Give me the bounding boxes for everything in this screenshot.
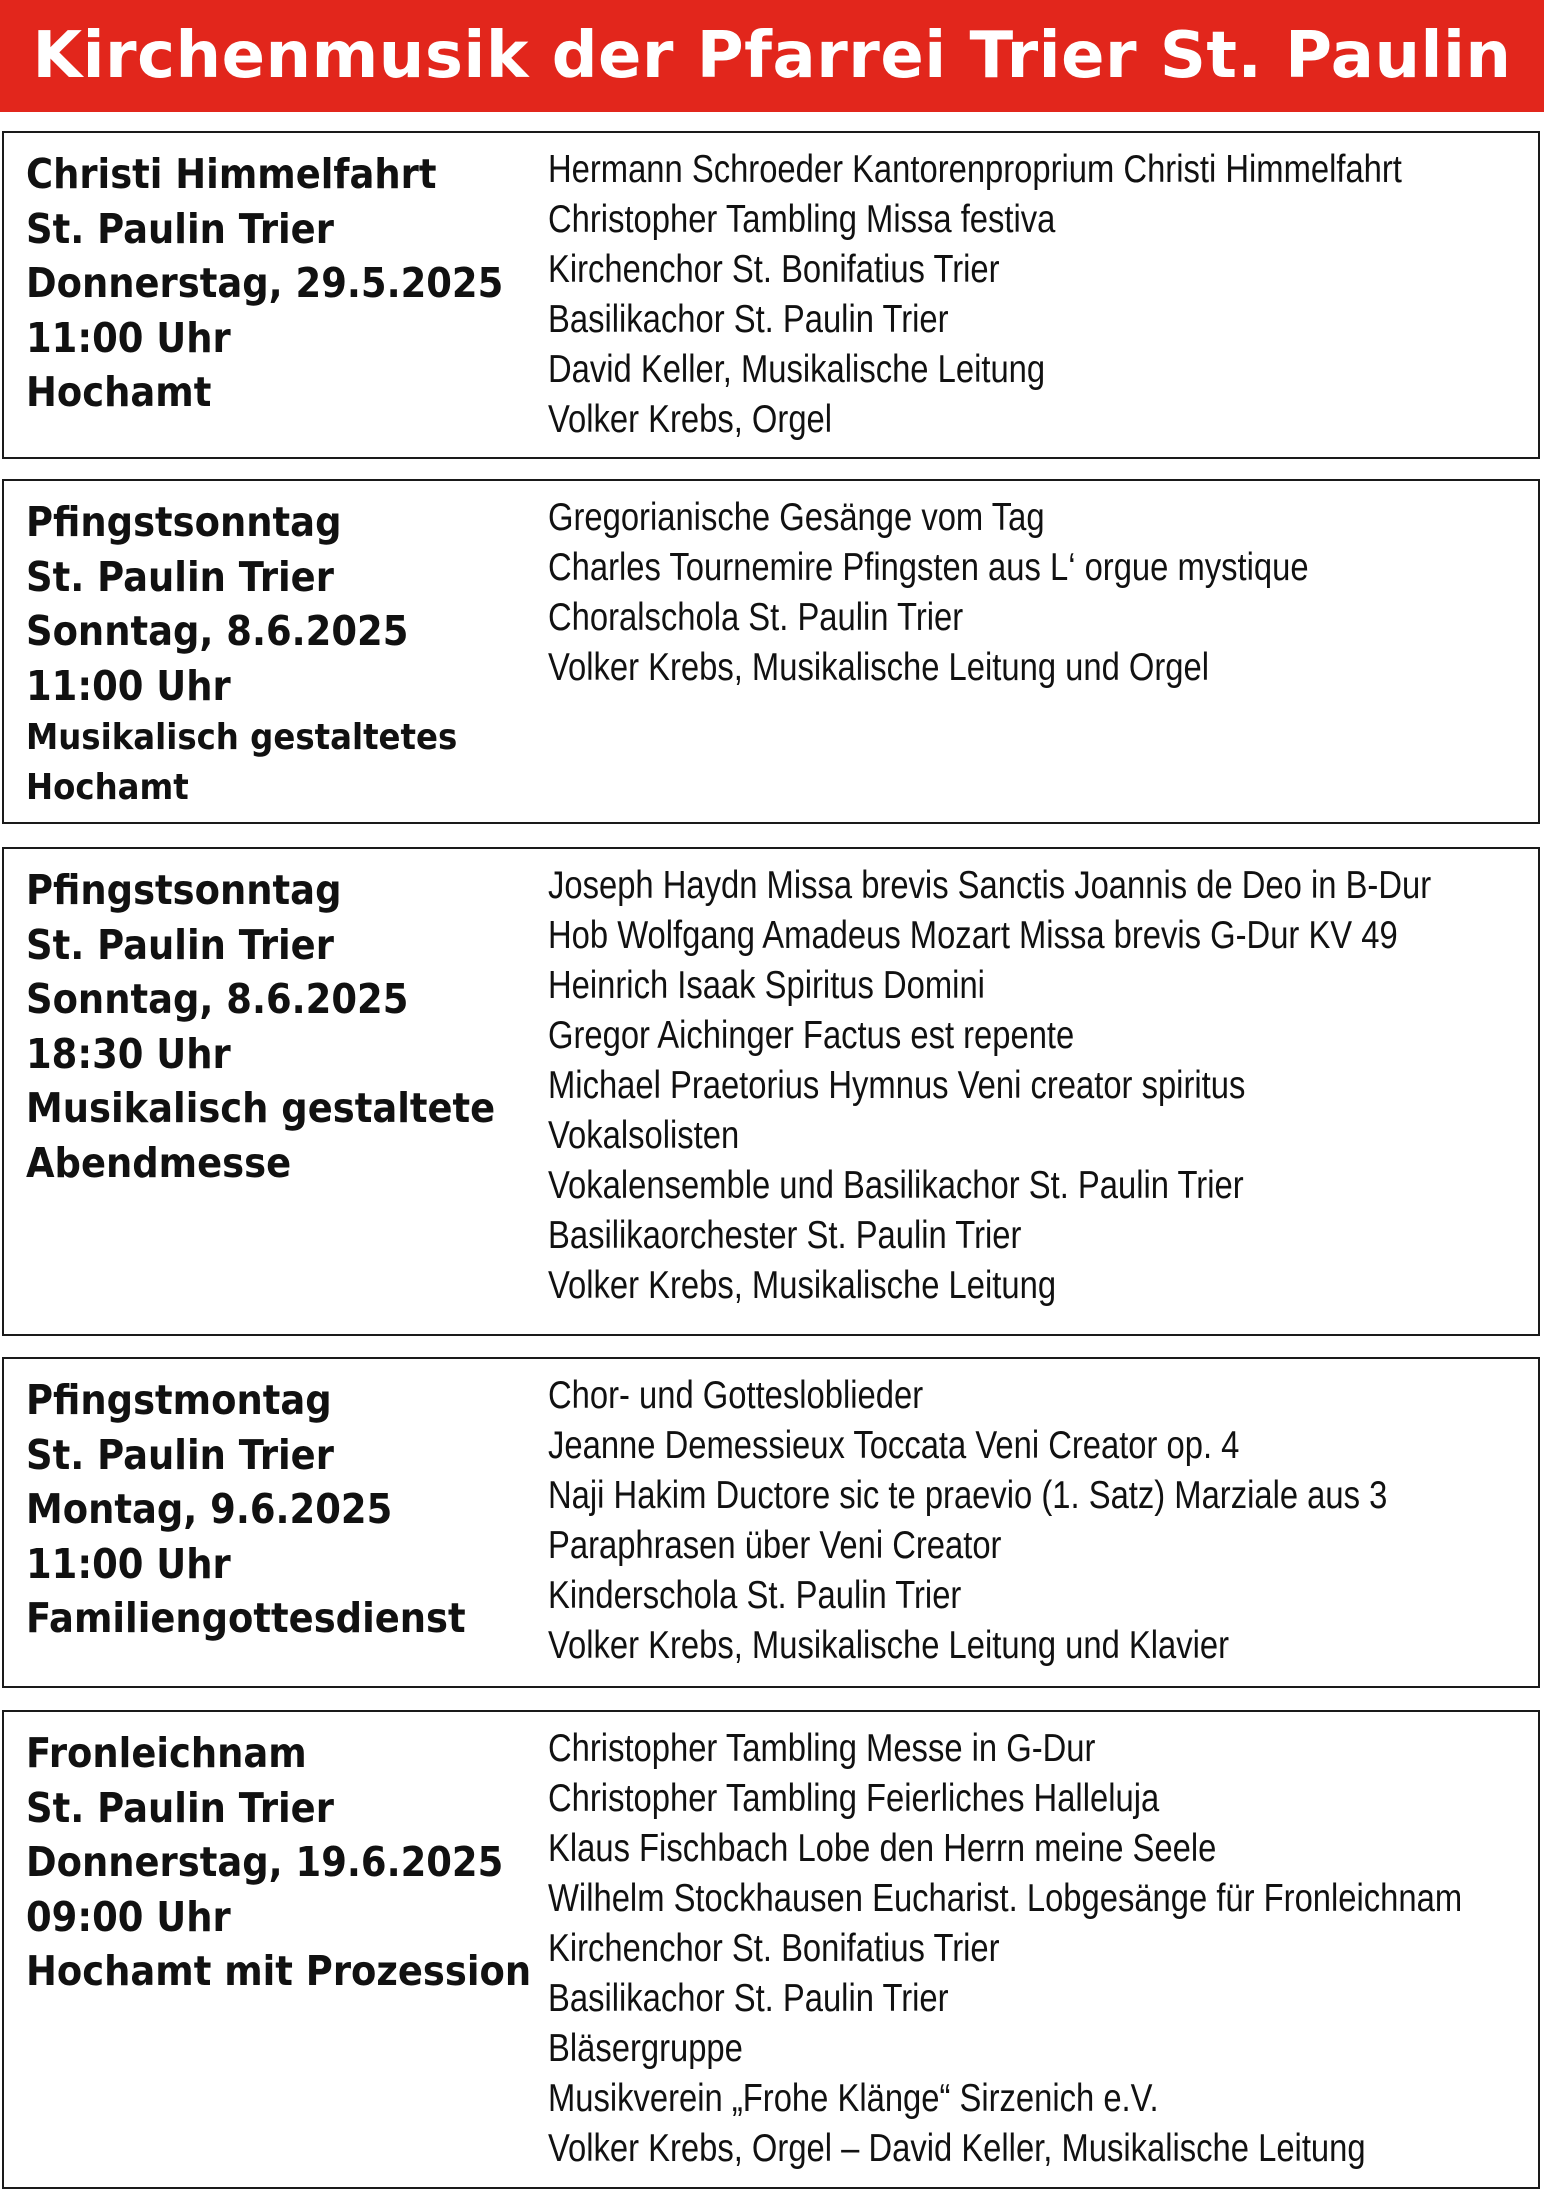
program-line: Christopher Tambling Messe in G-Dur xyxy=(548,1727,1096,1770)
event-info-line: Pfingstmontag xyxy=(26,1376,332,1424)
event-info-line: 11:00 Uhr xyxy=(26,1539,231,1588)
program-line: Jeanne Demessieux Toccata Veni Creator op. 4 xyxy=(548,1424,1240,1467)
program-line: Chor- und Gottesloblieder xyxy=(548,1374,924,1417)
event-info-line: Hochamt xyxy=(26,767,189,808)
program-line: David Keller, Musikalische Leitung xyxy=(548,348,1046,391)
event-info-line: Sonntag, 8.6.2025 xyxy=(26,975,409,1023)
program-line: Heinrich Isaak Spiritus Domini xyxy=(548,964,985,1007)
event-info-line: 11:00 Uhr xyxy=(26,313,231,362)
event-program xyxy=(548,861,1530,1311)
event-block-fronleichnam xyxy=(2,1710,1540,2189)
program-line: Charles Tournemire Pfingsten aus L‘ orgue mystique xyxy=(548,546,1309,589)
program-line: Volker Krebs, Orgel xyxy=(548,398,833,441)
event-info-line: Pfingstsonntag xyxy=(26,498,342,546)
program-line: Gregor Aichinger Factus est repente xyxy=(548,1014,1075,1057)
event-info-line: 09:00 Uhr xyxy=(26,1892,231,1941)
program-line: Paraphrasen über Veni Creator xyxy=(548,1524,1002,1567)
program-line: Christopher Tambling Feierliches Halleluja xyxy=(548,1777,1160,1820)
program-line: Basilikaorchester St. Paulin Trier xyxy=(548,1214,1022,1257)
event-info-line: Familiengottesdienst xyxy=(26,1594,466,1642)
event-info-line: Hochamt mit Prozession xyxy=(26,1947,532,1995)
program-line: Vokalensemble und Basilikachor St. Paulin Trier xyxy=(548,1164,1244,1207)
event-info-line: St. Paulin Trier xyxy=(26,204,334,253)
program-line: Choralschola St. Paulin Trier xyxy=(548,596,964,639)
event-program xyxy=(548,1371,1530,1671)
event-info-line: 18:30 Uhr xyxy=(26,1029,231,1078)
event-info xyxy=(26,1726,532,1999)
event-block-pfingstsonntag-morning xyxy=(2,479,1540,824)
event-info-line: Sonntag, 8.6.2025 xyxy=(26,607,409,655)
event-info-line: St. Paulin Trier xyxy=(26,1783,334,1832)
event-info-line: Hochamt xyxy=(26,368,212,416)
program-line: Musikverein „Frohe Klänge“ Sirzenich e.V. xyxy=(548,2077,1159,2120)
event-info-line: Musikalisch gestaltete xyxy=(26,1084,496,1132)
event-program xyxy=(548,493,1530,693)
program-line: Hob Wolfgang Amadeus Mozart Missa brevis G-Dur KV 49 xyxy=(548,914,1398,957)
program-line: Kirchenchor St. Bonifatius Trier xyxy=(548,1927,1000,1970)
event-info xyxy=(26,495,526,813)
program-line: Basilikachor St. Paulin Trier xyxy=(548,298,949,341)
page-header xyxy=(0,0,1544,112)
page-title: Kirchenmusik der Pfarrei Trier St. Paulin xyxy=(32,19,1512,93)
event-info xyxy=(26,1373,526,1646)
event-info-line: Donnerstag, 29.5.2025 xyxy=(26,259,504,307)
event-info-line: Donnerstag, 19.6.2025 xyxy=(26,1838,504,1886)
program-line: Vokalsolisten xyxy=(548,1114,740,1157)
event-info xyxy=(26,147,526,420)
program-line: Volker Krebs, Musikalische Leitung xyxy=(548,1264,1057,1307)
program-line: Volker Krebs, Orgel – David Keller, Musikalische Leitung xyxy=(548,2127,1366,2170)
event-info-line: Musikalisch gestaltetes xyxy=(26,717,458,758)
event-info-line: Pfingstsonntag xyxy=(26,866,342,914)
program-line: Klaus Fischbach Lobe den Herrn meine Seele xyxy=(548,1827,1217,1870)
event-info xyxy=(26,863,526,1190)
program-line: Joseph Haydn Missa brevis Sanctis Joannis de Deo in B-Dur xyxy=(548,864,1432,907)
event-program xyxy=(548,145,1530,445)
event-block-christi-himmelfahrt xyxy=(2,131,1540,459)
event-info-line: 11:00 Uhr xyxy=(26,661,231,710)
event-info-line: Christi Himmelfahrt xyxy=(26,150,437,198)
program-line: Kirchenchor St. Bonifatius Trier xyxy=(548,248,1000,291)
program-line: Gregorianische Gesänge vom Tag xyxy=(548,496,1045,539)
program-line: Volker Krebs, Musikalische Leitung und Klavier xyxy=(548,1624,1230,1667)
event-program xyxy=(548,1724,1530,2174)
event-info-line: Fronleichnam xyxy=(26,1729,307,1777)
program-line: Christopher Tambling Missa festiva xyxy=(548,198,1056,241)
event-info-line: Abendmesse xyxy=(26,1138,292,1187)
program-line: Michael Praetorius Hymnus Veni creator spiritus xyxy=(548,1064,1246,1107)
event-info-line: Montag, 9.6.2025 xyxy=(26,1485,393,1533)
event-info-line: St. Paulin Trier xyxy=(26,552,334,601)
event-info-line: St. Paulin Trier xyxy=(26,1430,334,1479)
program-line: Volker Krebs, Musikalische Leitung und Orgel xyxy=(548,646,1210,689)
program-line: Bläsergruppe xyxy=(548,2027,743,2070)
program-line: Wilhelm Stockhausen Eucharist. Lobgesänge für Fronleichnam xyxy=(548,1877,1463,1920)
event-block-pfingstsonntag-evening xyxy=(2,847,1540,1336)
event-block-pfingstmontag xyxy=(2,1357,1540,1688)
program-line: Basilikachor St. Paulin Trier xyxy=(548,1977,949,2020)
program-line: Hermann Schroeder Kantorenproprium Christi Himmelfahrt xyxy=(548,148,1402,191)
program-line: Kinderschola St. Paulin Trier xyxy=(548,1574,962,1617)
program-line: Naji Hakim Ductore sic te praevio (1. Satz) Marziale aus 3 xyxy=(548,1474,1388,1517)
event-info-line: St. Paulin Trier xyxy=(26,920,334,969)
